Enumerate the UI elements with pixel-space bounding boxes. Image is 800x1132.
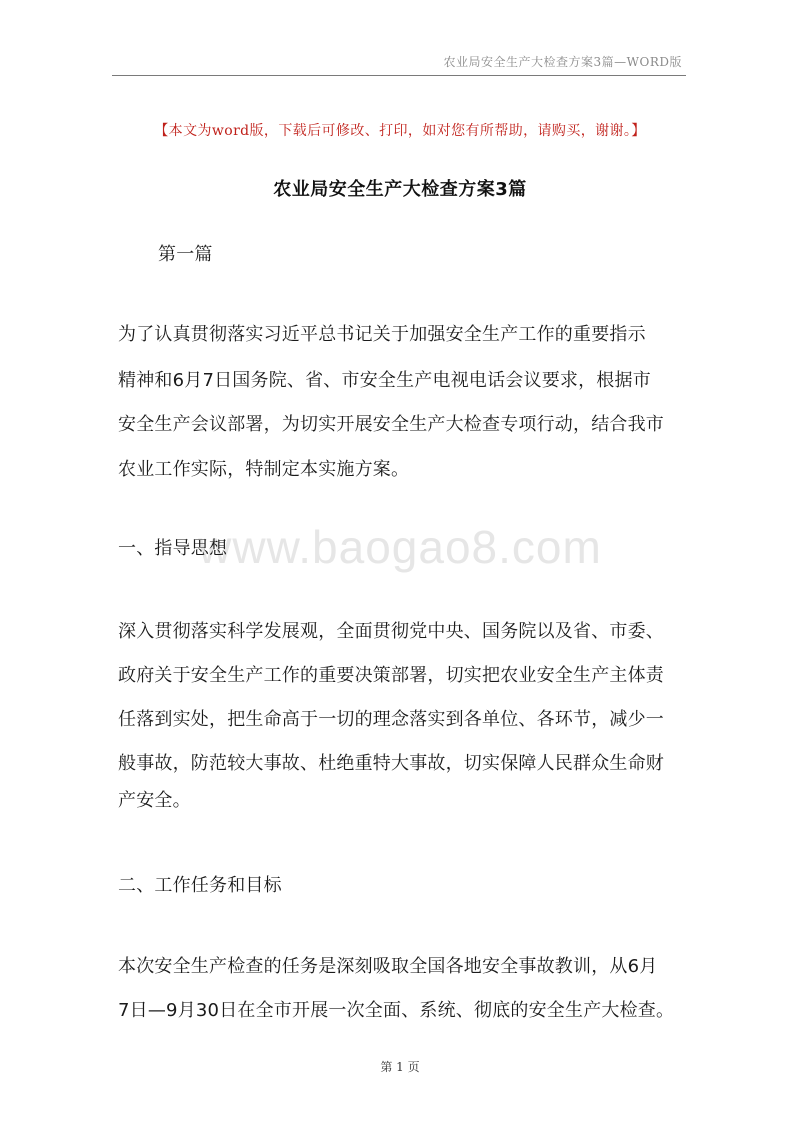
running-header-title: 农业局安全生产大检查方案3篇—WORD版 bbox=[443, 55, 682, 69]
section-heading-tasks-goals: 二、工作任务和目标 bbox=[118, 875, 282, 896]
page-number: 第 1 页 bbox=[380, 1060, 420, 1074]
document-title: 农业局安全生产大检查方案3篇 bbox=[273, 179, 527, 200]
section2-line-2: 7日—9月30日在全市开展一次全面、系统、彻底的安全生产大检查。 bbox=[118, 1000, 675, 1021]
section1-line-3: 任落到实处，把生命高于一切的理念落实到各单位、各环节，减少一 bbox=[118, 709, 664, 730]
purchase-notice: 【本文为word版，下载后可修改、打印，如对您有所帮助，请购买，谢谢。】 bbox=[154, 123, 646, 139]
section1-line-1: 深入贯彻落实科学发展观，全面贯彻党中央、国务院以及省、市委、 bbox=[118, 621, 664, 642]
section1-line-5: 产安全。 bbox=[118, 790, 191, 811]
header-divider bbox=[112, 75, 686, 76]
intro-line-3: 安全生产会议部署，为切实开展安全生产大检查专项行动，结合我市 bbox=[118, 414, 664, 435]
intro-line-4: 农业工作实际，特制定本实施方案。 bbox=[118, 459, 410, 480]
section2-line-1: 本次安全生产检查的任务是深刻吸取全国各地安全事故教训，从6月 bbox=[118, 956, 658, 977]
watermark: www.baogao8.com bbox=[198, 521, 602, 573]
intro-line-2: 精神和6月7日国务院、省、市安全生产电视电话会议要求，根据市 bbox=[118, 370, 651, 391]
section1-line-4: 般事故，防范较大事故、杜绝重特大事故，切实保障人民群众生命财 bbox=[118, 753, 664, 774]
section-heading-guiding-ideology: 一、指导思想 bbox=[118, 538, 228, 559]
intro-line-1: 为了认真贯彻落实习近平总书记关于加强安全生产工作的重要指示 bbox=[118, 324, 646, 345]
section1-line-2: 政府关于安全生产工作的重要决策部署，切实把农业安全生产主体责 bbox=[118, 665, 664, 686]
part-label: 第一篇 bbox=[158, 244, 213, 265]
